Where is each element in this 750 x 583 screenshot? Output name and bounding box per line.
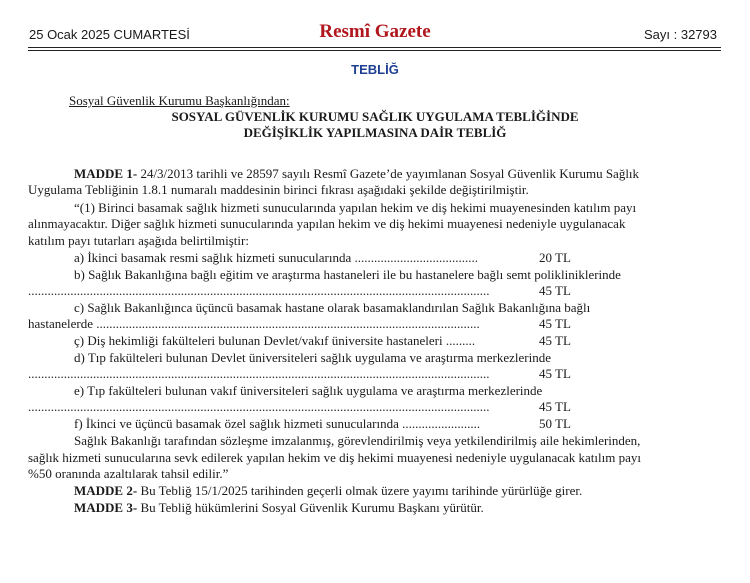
article-1-line-2: Uygulama Tebliğinin 1.8.1 numaralı maddesinin birinci fıkrası aşağıdaki şekilde değiştirilmiştir. bbox=[28, 182, 529, 197]
article-3-text: Bu Tebliğ hükümlerini Sosyal Güvenlik Kurumu Başkanı yürütür. bbox=[137, 500, 484, 515]
doc-title-line-2: DEĞİŞİKLİK YAPILMASINA DAİR TEBLİĞ bbox=[243, 125, 507, 140]
section-title: TEBLİĞ bbox=[351, 62, 399, 77]
quote-line-1: “(1) Birinci basamak sağlık hizmeti sunucularında yapılan hekim ve diş hekimi muayenesinden katılım payı bbox=[74, 200, 637, 215]
item-f-text: f) İkinci ve üçüncü basamak özel sağlık hizmeti sunucularında ........................ bbox=[74, 416, 481, 431]
item-e-dots: .............................................................................................................................................. bbox=[28, 399, 490, 414]
item-b-dots: .............................................................................................................................................. bbox=[28, 283, 490, 298]
article-2-heading: MADDE 2- bbox=[74, 483, 138, 498]
article-1-intro: 24/3/2013 tarihli ve 28597 sayılı Resmî Gazete’de yayımlanan Sosyal Güvenlik Kurumu Sağlık bbox=[137, 166, 640, 181]
article-2-text: Bu Tebliğ 15/1/2025 tarihinden geçerli olmak üzere yayımı tarihinde yürürlüğe girer. bbox=[137, 483, 583, 498]
item-e-amount: 45 TL bbox=[539, 399, 571, 414]
item-a-text: a) İkinci basamak resmi sağlık hizmeti sunucularında ...................................... bbox=[74, 250, 478, 265]
article-1-line-1 bbox=[74, 166, 639, 182]
item-c-text-2: hastanelerde ...................................................................................................................... bbox=[28, 316, 480, 331]
item-f-amount: 50 TL bbox=[539, 416, 571, 431]
item-c-text: c) Sağlık Bakanlığınca üçüncü basamak hastane olarak basamaklandırılan Sağlık Bakanlığına bağlı bbox=[74, 300, 591, 315]
issue-number: Sayı : 32793 bbox=[644, 27, 717, 42]
article-3-heading: MADDE 3- bbox=[74, 500, 138, 515]
doc-title-line-1: SOSYAL GÜVENLİK KURUMU SAĞLIK UYGULAMA TEBLİĞİNDE bbox=[171, 109, 579, 124]
gazette-title: Resmî Gazete bbox=[319, 21, 431, 42]
item-d-amount: 45 TL bbox=[539, 366, 571, 381]
issuing-authority: Sosyal Güvenlik Kurumu Başkanlığından: bbox=[69, 93, 290, 108]
closing-line-2: sağlık hizmeti sunucularına sevk edilerek yapılan hekim ve diş hekimi muayenesi nedeniyle uygulanacak katılım payı bbox=[28, 450, 641, 465]
header-rule bbox=[28, 50, 721, 51]
item-b-text: b) Sağlık Bakanlığına bağlı eğitim ve araştırma hastaneleri ile bu hastanelere bağlı semt polikliniklerinde bbox=[74, 267, 621, 282]
article-3 bbox=[74, 500, 484, 516]
article-2 bbox=[74, 483, 582, 499]
item-cc-amount: 45 TL bbox=[539, 333, 571, 348]
quote-line-2: alınmayacaktır. Diğer sağlık hizmeti sunucularında yapılan hekim ve diş hekimi muayenesi nedeniyle uygulanacak bbox=[28, 216, 626, 231]
item-a-amount: 20 TL bbox=[539, 250, 571, 265]
quote-line-3: katılım payı tutarları aşağıda belirtilmiştir: bbox=[28, 233, 249, 248]
article-1-heading: MADDE 1- bbox=[74, 166, 138, 181]
issue-date: 25 Ocak 2025 CUMARTESİ bbox=[29, 27, 190, 42]
item-d-text: d) Tıp fakülteleri bulunan Devlet üniversiteleri sağlık uygulama ve araştırma merkezlerinde bbox=[74, 350, 551, 365]
header-rule bbox=[28, 47, 721, 48]
item-d-dots: .............................................................................................................................................. bbox=[28, 366, 490, 381]
item-c-amount: 45 TL bbox=[539, 316, 571, 331]
item-e-text: e) Tıp fakülteleri bulunan vakıf üniversiteleri sağlık uygulama ve araştırma merkezlerinde bbox=[74, 383, 543, 398]
closing-line-3: %50 oranında azaltılarak tahsil edilir.” bbox=[28, 466, 229, 481]
item-cc-text: ç) Diş hekimliği fakülteleri bulunan Devlet/vakıf üniversite hastaneleri ......... bbox=[74, 333, 476, 348]
item-b-amount: 45 TL bbox=[539, 283, 571, 298]
closing-line-1: Sağlık Bakanlığı tarafından sözleşme imzalanmış, görevlendirilmiş veya yetkilendirilmiş aile hekimlerinden, bbox=[74, 433, 641, 448]
